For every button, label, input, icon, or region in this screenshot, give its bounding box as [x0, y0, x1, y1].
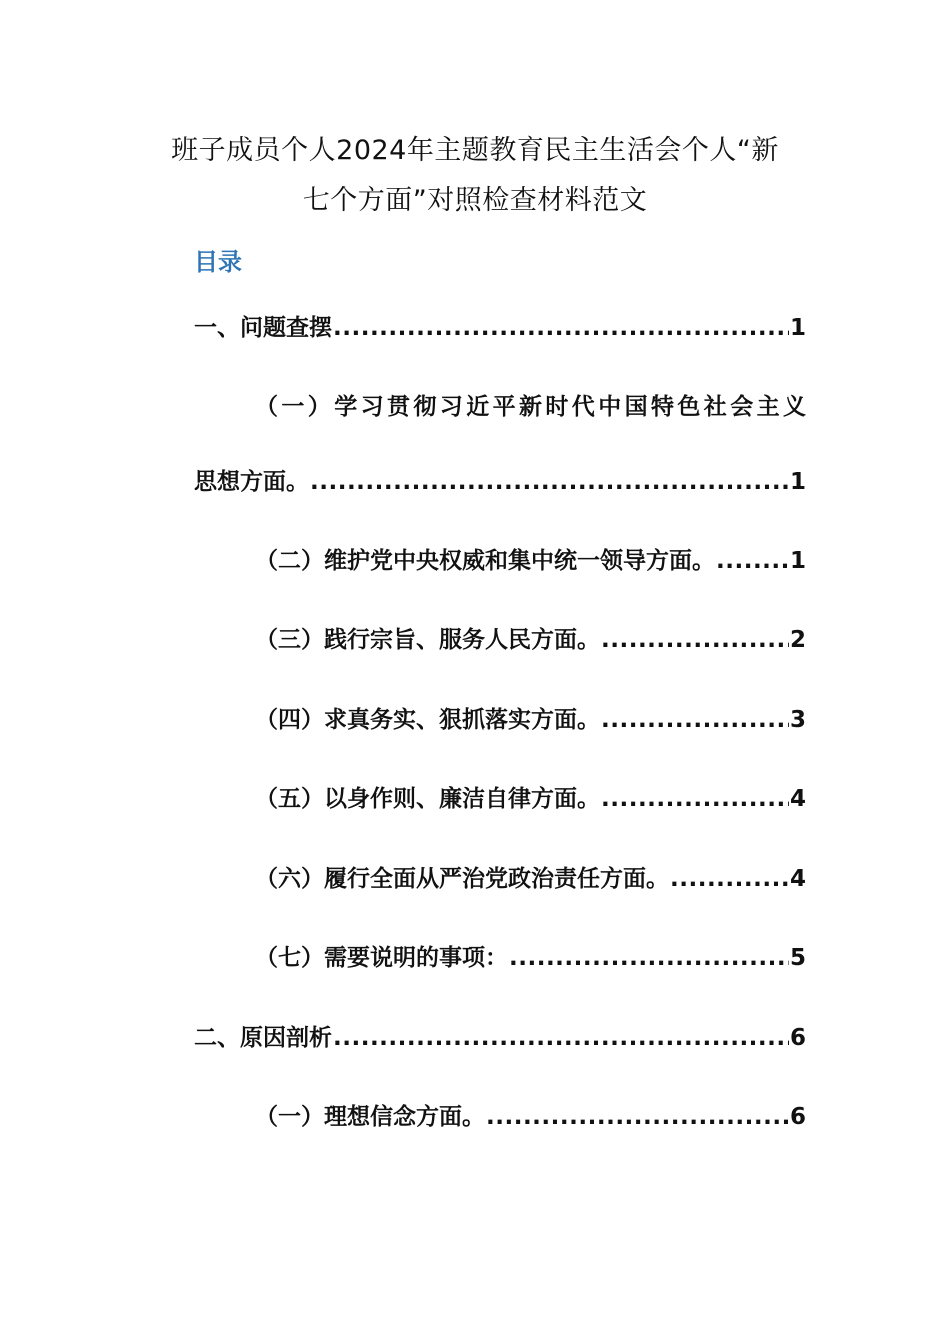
document-title-line-1: 班子成员个人2024年主题教育民主生活会个人“新 — [171, 135, 779, 166]
toc-heading: 目录 — [194, 248, 242, 276]
toc-entry-serve-people[interactable] — [255, 622, 806, 658]
toc-page-number: 6 — [789, 1025, 806, 1051]
toc-entry-label: （六）履行全面从严治党政治责任方面。 — [255, 866, 669, 892]
toc-entry-label: 一、问题查摆 — [194, 315, 332, 341]
toc-entry-pragmatic[interactable] — [255, 702, 806, 738]
document-title-line-2: 七个方面”对照检查材料范文 — [302, 185, 648, 216]
toc-entry-study-line-1[interactable]: （一）学习贯彻习近平新时代中国特色社会主义 — [255, 394, 806, 420]
toc-leader-dots — [601, 781, 789, 817]
toc-entry-responsibility[interactable] — [255, 861, 806, 897]
toc-leader-dots — [310, 464, 789, 500]
toc-leader-dots — [670, 861, 789, 897]
toc-entry-label: 二、原因剖析 — [194, 1025, 332, 1051]
toc-entry-authority[interactable] — [255, 543, 806, 579]
toc-page-number: 5 — [789, 945, 806, 971]
toc-leader-dots — [601, 702, 789, 738]
toc-entry-integrity[interactable] — [255, 781, 806, 817]
toc-leader-dots — [601, 622, 789, 658]
toc-leader-dots — [509, 940, 789, 976]
toc-entry-label: （五）以身作则、廉洁自律方面。 — [255, 786, 600, 812]
toc-leader-dots — [716, 543, 789, 579]
toc-entry-label: （二）维护党中央权威和集中统一领导方面。 — [255, 548, 715, 574]
toc-page-number: 3 — [789, 707, 806, 733]
toc-page-number: 4 — [789, 866, 806, 892]
toc-page-number: 1 — [789, 548, 806, 574]
toc-entry-label: （一）理想信念方面。 — [255, 1104, 485, 1130]
toc-page-number: 1 — [789, 315, 806, 341]
toc-entry-notes[interactable] — [255, 940, 806, 976]
toc-leader-dots — [333, 1020, 789, 1056]
toc-page-number: 2 — [789, 627, 806, 653]
toc-page-number: 1 — [789, 469, 806, 495]
toc-entry-label: （七）需要说明的事项： — [255, 945, 508, 971]
toc-leader-dots — [486, 1099, 789, 1135]
toc-entry-cause-analysis[interactable] — [194, 1020, 806, 1056]
toc-entry-label: （三）践行宗旨、服务人民方面。 — [255, 627, 600, 653]
toc-entry-label: （四）求真务实、狠抓落实方面。 — [255, 707, 600, 733]
toc-entry-label: 思想方面。 — [194, 469, 309, 495]
toc-page-number: 6 — [789, 1104, 806, 1130]
toc-entry-study-line-2[interactable] — [194, 464, 806, 500]
toc-leader-dots — [333, 310, 789, 346]
toc-entry-ideals[interactable] — [255, 1099, 806, 1135]
toc-entry-problems[interactable] — [194, 310, 806, 346]
toc-page-number: 4 — [789, 786, 806, 812]
